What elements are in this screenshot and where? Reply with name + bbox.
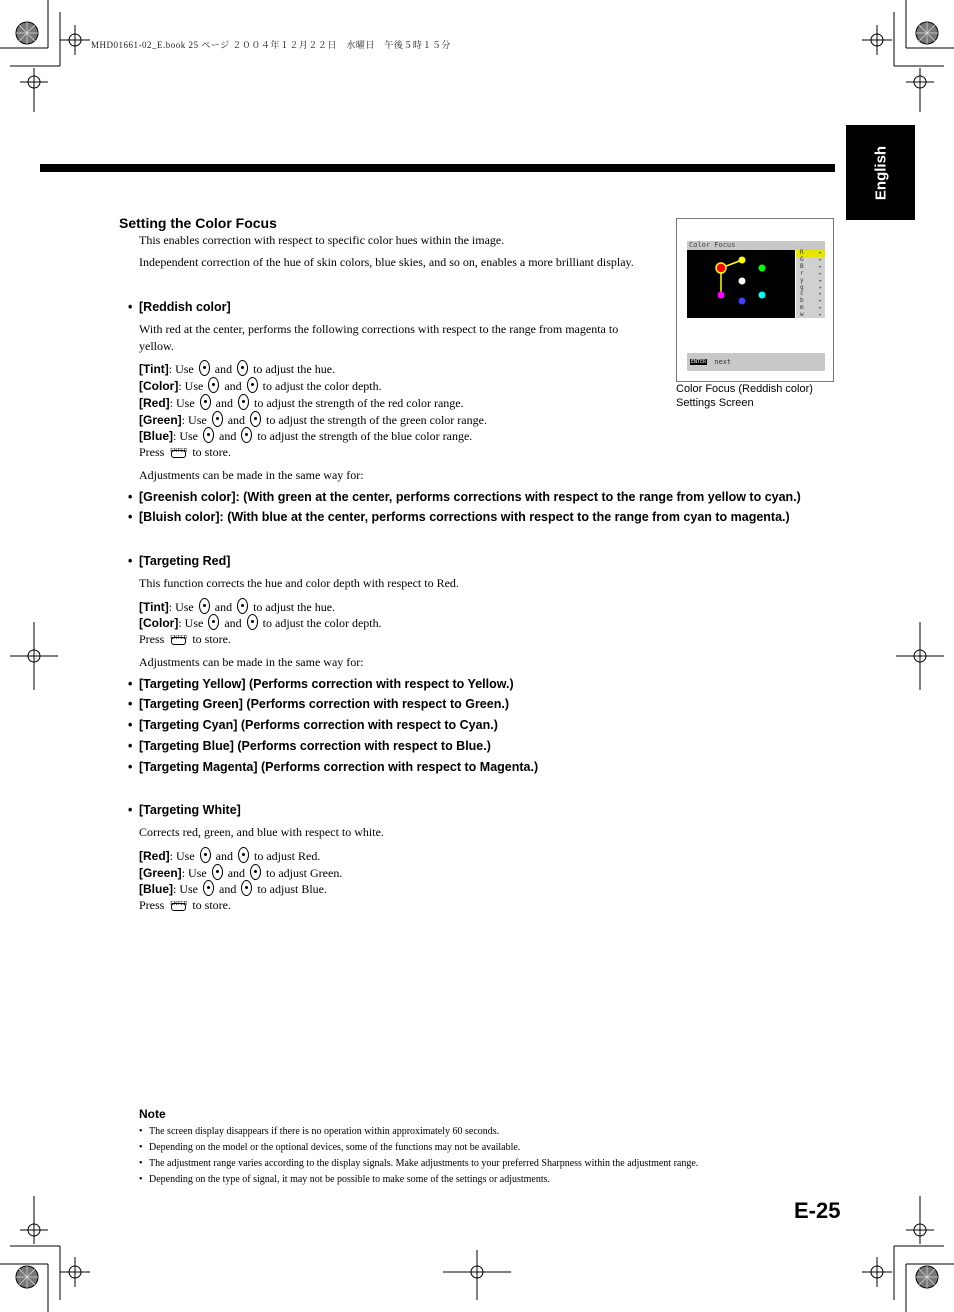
same-way-note: Adjustments can be made in the same way for: [139,655,364,669]
targeting-magenta-item: • [Targeting Magenta] (Performs correction with respect to Magenta.) [139,760,538,774]
cyan-point [759,292,766,299]
row-term: [Red] [139,849,170,863]
enter-key-badge: ENTER [691,359,707,365]
targeting-blue-item: • [Targeting Blue] (Performs correction with respect to Blue.) [139,739,491,753]
targeting-yellow-item: • [Targeting Yellow] (Performs correction with respect to Yellow.) [139,677,514,691]
use-text: : Use [169,396,195,410]
reddish-row [139,394,464,412]
reddish-row [139,411,487,429]
row-text: to adjust the strength of the green color range. [266,413,487,427]
row-term: [Blue] [139,882,173,896]
row-text: to adjust the hue. [253,600,336,614]
use-text: : Use [168,600,194,614]
side-item: c [800,290,804,298]
enter-key-icon [170,898,186,911]
targeting-cyan-item: • [Targeting Cyan] (Performs correction with respect to Cyan.) [139,718,498,732]
row-term: [Green] [139,866,182,880]
to-store-text: to store. [192,632,232,646]
press-text: Press [139,898,165,912]
use-text: : Use [178,616,204,630]
press-text: Press [139,632,165,646]
side-item: B [800,262,804,270]
red-point [716,263,726,273]
yellow-point [739,257,746,264]
and-text: and [227,413,246,427]
arrow-icon: ▸ [818,263,822,270]
use-text: : Use [169,849,195,863]
note-item: • Depending on the model or the optional devices, some of the functions may not be available. [149,1140,520,1156]
reddish-row [139,377,382,395]
screen-title: Color Focus [687,241,825,250]
button-right-icon [241,427,252,443]
row-text: to adjust the color depth. [262,616,382,630]
to-store-text: to store. [192,445,232,459]
note-item: • The screen display disappears if there is no operation within approximately 60 seconds. [149,1124,499,1140]
use-text: : Use [173,429,198,443]
targeting-red-heading: • [Targeting Red] [139,554,230,568]
arrow-icon: ▸ [818,312,822,319]
screen-footer [687,353,825,371]
arrow-icon: ▸ [818,305,822,312]
green-point [759,265,766,272]
targeting-white-description: Corrects red, green, and blue with respect to white. [139,825,384,839]
use-text: : Use [181,413,207,427]
reddish-heading: • [Reddish color] [139,300,231,314]
row-text: to adjust the strength of the red color range. [254,396,464,410]
arrow-icon: ▸ [818,250,822,256]
side-item: R [800,249,804,256]
bluish-item: • [Bluish color]: (With blue at the center, performs corrections with respect to the range from cyan to magenta.) [139,510,790,524]
page-number: E-25 [794,1198,841,1223]
button-right-icon [247,377,258,393]
button-right-icon [237,598,248,614]
side-item: r [800,269,804,277]
and-text: and [214,362,233,376]
enter-key-icon [170,445,186,458]
row-term: [Blue] [139,429,173,443]
button-left-icon [203,880,214,896]
and-text: and [215,396,233,410]
row-term: [Color] [139,379,179,393]
and-text: and [219,429,237,443]
reddish-row [139,427,472,445]
button-left-icon [200,847,211,863]
button-left-icon [208,614,219,630]
intro-paragraph-1: This enables correction with respect to specific color hues within the image. [139,233,505,247]
use-text: : Use [173,882,198,896]
caption-line-2: Settings Screen [676,396,754,409]
arrow-icon: ▸ [818,291,822,298]
to-store-text: to store. [192,898,232,912]
print-header: MHD01661-02_E.book 25 ページ ２００４年１２月２２日 水曜日 午後５時１５分 [91,40,451,50]
targeting-white-heading: • [Targeting White] [139,803,241,817]
row-text: to adjust the color depth. [262,379,382,393]
use-text: : Use [181,866,207,880]
row-text: to adjust the hue. [253,362,336,376]
button-left-icon [203,427,214,443]
and-text: and [224,379,242,393]
row-text: to adjust the strength of the blue color range. [257,429,473,443]
side-item: G [800,255,804,263]
side-item: m [800,304,804,312]
footer-next-label: next [714,358,732,366]
row-term: [Tint] [139,362,169,376]
row-text: to adjust Green. [266,866,343,880]
targeting-red-description: This function corrects the hue and color depth with respect to Red. [139,576,459,590]
press-enter-row [139,897,231,914]
button-left-icon [199,360,210,376]
color-focus-display [687,250,795,318]
reddish-row [139,360,335,378]
arrow-icon: ▸ [818,270,822,277]
arrow-icon: ▸ [818,298,822,305]
button-right-icon [237,360,248,376]
targeting-white-row [139,864,342,882]
language-tab-label: English [872,145,889,200]
button-right-icon [250,864,261,880]
and-text: and [219,882,237,896]
greenish-item: • [Greenish color]: (With green at the center, performs corrections with respect to the range from yellow to cyan.) [139,490,801,504]
section-title: Setting the Color Focus [119,215,277,231]
arrow-icon: ▸ [818,256,822,263]
use-text: : Use [168,362,194,376]
targeting-red-row [139,614,382,632]
button-left-icon [199,598,210,614]
note-item: • Depending on the type of signal, it may not be possible to make some of the settings or adjustments. [149,1172,550,1188]
press-enter-row [139,444,231,461]
note-title: Note [139,1107,166,1121]
magenta-point [718,292,725,299]
enter-key-label: ENTER [170,448,188,454]
press-enter-row [139,631,231,648]
blue-point [739,298,746,305]
row-text: to adjust Red. [254,849,321,863]
side-item: g [800,283,804,291]
button-left-icon [212,411,223,427]
button-right-icon [241,880,252,896]
press-text: Press [139,445,165,459]
row-term: [Red] [139,396,170,410]
targeting-green-item: • [Targeting Green] (Performs correction with respect to Green.) [139,697,509,711]
row-term: [Green] [139,413,182,427]
row-text: to adjust Blue. [257,882,327,896]
row-term: [Tint] [139,600,169,614]
enter-key-label: ENTER [170,901,188,907]
button-left-icon [212,864,223,880]
language-tab [846,125,915,220]
enter-key-label: ENTER [170,635,188,641]
and-text: and [215,849,233,863]
color-point-plot [687,250,795,318]
side-item: b [800,297,804,305]
button-right-icon [247,614,258,630]
targeting-white-row [139,847,320,865]
and-text: and [214,600,233,614]
intro-paragraph-2: Independent correction of the hue of skin colors, blue skies, and so on, enables a more brilliant display. [139,255,634,269]
targeting-red-row [139,598,335,616]
and-text: and [224,616,242,630]
caption-line-1: Color Focus (Reddish color) [676,383,813,395]
top-rule [40,164,835,172]
enter-key-icon [170,632,186,645]
and-text: and [227,866,246,880]
button-right-icon [238,847,249,863]
button-left-icon [200,394,211,410]
button-right-icon [250,411,261,427]
side-item: y [800,276,804,284]
arrow-icon: ▸ [818,277,822,284]
white-point [739,278,746,285]
button-left-icon [208,377,219,393]
row-term: [Color] [139,616,179,630]
side-item: w [800,311,804,319]
arrow-icon: ▸ [818,284,822,291]
screen-side-menu [796,250,825,318]
screen-caption [676,383,813,410]
button-right-icon [238,394,249,410]
targeting-white-row [139,880,327,898]
same-way-note: Adjustments can be made in the same way for: [139,468,364,482]
reddish-description: With red at the center, performs the following corrections with respect to the range from magenta to yellow. [139,322,619,353]
use-text: : Use [178,379,204,393]
note-item: • The adjustment range varies according to the display signals. Make adjustments to your preferred Sharpness within the adjustment range. [149,1156,698,1172]
